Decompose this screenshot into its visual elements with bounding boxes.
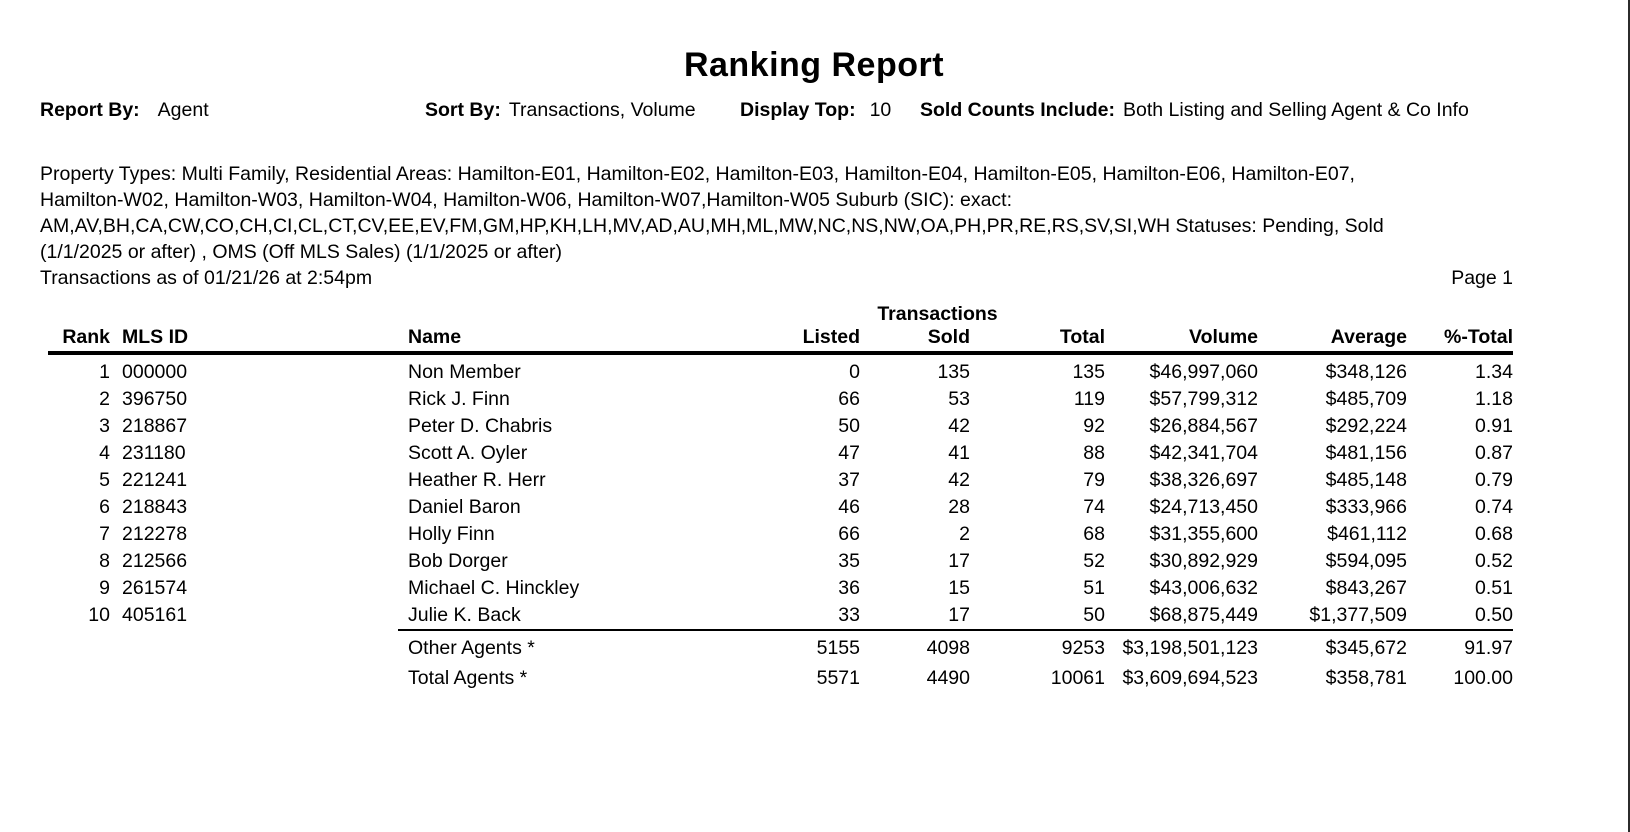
- cell-mls-id: 212566: [122, 550, 188, 572]
- cell-volume: $46,997,060: [1149, 361, 1258, 383]
- page-number: Page 1: [1451, 267, 1513, 289]
- as-of-row: [40, 265, 1513, 291]
- cell-total: 68: [1083, 523, 1105, 545]
- report-criteria-line: Hamilton-W02, Hamilton-W03, Hamilton-W04, Hamilton-W06, Hamilton-W07,Hamilton-W05 Suburb (SIC): exact:: [40, 189, 1013, 211]
- cell-total: 51: [1083, 577, 1105, 599]
- cell-rank: [48, 633, 110, 663]
- cell-sold: 17: [948, 550, 970, 572]
- cell-pct-total: 1.18: [1475, 388, 1513, 410]
- report-criteria: [40, 161, 1588, 265]
- sold-counts-label: Sold Counts Include:: [920, 99, 1115, 121]
- cell-volume: $3,609,694,523: [1122, 667, 1258, 689]
- cell-sold: 17: [948, 604, 970, 626]
- cell-total: 92: [1083, 415, 1105, 437]
- cell-volume: $31,355,600: [1149, 523, 1258, 545]
- cell-pct-total: 100.00: [1453, 667, 1513, 689]
- table-row: [48, 440, 1513, 467]
- cell-mls-id: 000000: [122, 361, 188, 383]
- as-of-text: Transactions as of 01/21/26 at 2:54pm: [40, 267, 373, 289]
- cell-total: 52: [1083, 550, 1105, 572]
- cell-sold: 4490: [926, 667, 970, 689]
- cell-mls-id: 261574: [122, 577, 188, 599]
- cell-pct-total: 0.79: [1475, 469, 1513, 491]
- cell-mls-id: 231180: [122, 442, 186, 464]
- cell-listed: 50: [838, 415, 860, 437]
- cell-average: $1,377,509: [1309, 604, 1407, 626]
- cell-mls-id: [110, 663, 408, 693]
- cell-sold: 135: [937, 361, 970, 383]
- cell-rank: 6: [99, 496, 110, 518]
- cell-total: 74: [1083, 496, 1105, 518]
- cell-listed: 33: [838, 604, 860, 626]
- ranking-table-summary: [48, 631, 1513, 693]
- cell-pct-total: 0.68: [1475, 523, 1513, 545]
- table-row: [48, 521, 1513, 548]
- cell-name: Daniel Baron: [408, 496, 521, 518]
- cell-pct-total: 1.34: [1475, 361, 1513, 383]
- cell-average: $485,148: [1325, 469, 1407, 491]
- cell-rank: 4: [99, 442, 110, 464]
- cell-listed: 36: [838, 577, 860, 599]
- cell-pct-total: 0.91: [1475, 415, 1513, 437]
- cell-name: Peter D. Chabris: [408, 415, 553, 437]
- cell-listed: 37: [838, 469, 860, 491]
- cell-total: 50: [1083, 604, 1105, 626]
- cell-sold: 4098: [926, 637, 970, 659]
- cell-volume: $30,892,929: [1149, 550, 1258, 572]
- cell-volume: $42,341,704: [1149, 442, 1258, 464]
- sort-by-label: Sort By:: [425, 99, 501, 121]
- cell-volume: $24,713,450: [1149, 496, 1258, 518]
- cell-mls-id: [110, 633, 408, 663]
- cell-mls-id: 405161: [122, 604, 188, 626]
- cell-name: Heather R. Herr: [408, 469, 546, 491]
- display-top: [740, 99, 891, 122]
- cell-rank: 2: [99, 388, 110, 410]
- cell-total: 135: [1072, 361, 1105, 383]
- cell-sold: 41: [948, 442, 970, 464]
- cell-name: Non Member: [408, 361, 521, 383]
- ranking-table: [48, 303, 1513, 693]
- table-row: [48, 602, 1513, 629]
- cell-average: $345,672: [1325, 637, 1407, 659]
- summary-row: [48, 633, 1513, 663]
- cell-listed: 66: [838, 523, 860, 545]
- cell-name: Michael C. Hinckley: [408, 577, 580, 599]
- cell-listed: 5155: [816, 637, 860, 659]
- column-header-listed: Listed: [802, 326, 860, 348]
- cell-name: Other Agents *: [408, 637, 535, 659]
- column-header-average: Average: [1330, 326, 1407, 348]
- cell-total: 88: [1083, 442, 1105, 464]
- display-top-label: Display Top:: [740, 99, 856, 121]
- cell-name: Bob Dorger: [408, 550, 508, 572]
- cell-name: Total Agents *: [408, 667, 528, 689]
- sold-counts-include: [920, 99, 1469, 122]
- cell-sold: 15: [948, 577, 970, 599]
- cell-listed: 0: [849, 361, 860, 383]
- cell-listed: 47: [838, 442, 860, 464]
- sort-by: [425, 99, 696, 122]
- cell-rank: 5: [99, 469, 110, 491]
- cell-average: $348,126: [1325, 361, 1407, 383]
- column-header-rank: Rank: [62, 326, 110, 348]
- cell-listed: 35: [838, 550, 860, 572]
- cell-mls-id: 218843: [122, 496, 188, 518]
- ranking-table-body: [48, 355, 1513, 629]
- column-header-total: Total: [1059, 326, 1105, 348]
- cell-name: Rick J. Finn: [408, 388, 510, 410]
- cell-rank: 10: [88, 604, 110, 626]
- report-by: [40, 99, 209, 122]
- cell-total: 10061: [1050, 667, 1105, 689]
- table-group-header-row: [48, 303, 1513, 325]
- table-row: [48, 359, 1513, 386]
- cell-volume: $57,799,312: [1149, 388, 1258, 410]
- table-row: [48, 386, 1513, 413]
- report-criteria-line: Property Types: Multi Family, Residential Areas: Hamilton-E01, Hamilton-E02, Hamilton-E03, Hamilton-E04, Hamilton-E05, Hamilton-E06, Hamilton-E07,: [40, 163, 1355, 185]
- cell-name: Julie K. Back: [408, 604, 521, 626]
- cell-total: 9253: [1061, 637, 1105, 659]
- cell-rank: 1: [99, 361, 110, 383]
- report-criteria-line: AM,AV,BH,CA,CW,CO,CH,CI,CL,CT,CV,EE,EV,FM,GM,HP,KH,LH,MV,AD,AU,MH,ML,MW,NC,NS,NW,OA,PH,PR,RE,RS,SV,SI,WH Statuses: Pending, Sold: [40, 215, 1384, 237]
- cell-average: $461,112: [1327, 523, 1407, 545]
- cell-pct-total: 91.97: [1464, 637, 1513, 659]
- cell-average: $843,267: [1325, 577, 1407, 599]
- table-row: [48, 548, 1513, 575]
- cell-mls-id: 218867: [122, 415, 188, 437]
- report-meta: [0, 99, 1628, 125]
- cell-sold: 42: [948, 469, 970, 491]
- table-row: [48, 494, 1513, 521]
- cell-pct-total: 0.51: [1475, 577, 1513, 599]
- cell-listed: 5571: [816, 667, 860, 689]
- column-header-sold: Sold: [927, 326, 970, 348]
- cell-sold: 53: [948, 388, 970, 410]
- report-by-label: Report By:: [40, 99, 140, 121]
- cell-average: $358,781: [1325, 667, 1407, 689]
- cell-total: 79: [1083, 469, 1105, 491]
- cell-listed: 46: [838, 496, 860, 518]
- cell-pct-total: 0.50: [1475, 604, 1513, 626]
- cell-rank: 9: [99, 577, 110, 599]
- display-top-value: 10: [869, 99, 892, 121]
- report-criteria-line: (1/1/2025 or after) , OMS (Off MLS Sales) (1/1/2025 or after): [40, 241, 563, 263]
- transactions-group-header: Transactions: [877, 303, 998, 325]
- table-row: [48, 575, 1513, 602]
- sold-counts-value: Both Listing and Selling Agent & Co Info: [1123, 99, 1469, 121]
- column-header-volume: Volume: [1189, 326, 1258, 348]
- page-title: Ranking Report: [683, 46, 945, 84]
- table-header-row: [48, 325, 1513, 355]
- cell-rank: 8: [99, 550, 110, 572]
- cell-rank: 7: [99, 523, 110, 545]
- cell-mls-id: 396750: [122, 388, 188, 410]
- report-by-value: Agent: [157, 99, 209, 121]
- table-row: [48, 413, 1513, 440]
- cell-mls-id: 212278: [122, 523, 188, 545]
- table-row: [48, 467, 1513, 494]
- cell-sold: 2: [959, 523, 970, 545]
- cell-name: Scott A. Oyler: [408, 442, 528, 464]
- cell-total: 119: [1073, 388, 1105, 410]
- cell-average: $481,156: [1325, 442, 1407, 464]
- cell-sold: 42: [948, 415, 970, 437]
- cell-average: $292,224: [1325, 415, 1407, 437]
- sort-by-value: Transactions, Volume: [508, 99, 696, 121]
- cell-pct-total: 0.52: [1475, 550, 1513, 572]
- cell-name: Holly Finn: [408, 523, 495, 545]
- column-header-name: Name: [408, 326, 462, 348]
- cell-average: $333,966: [1325, 496, 1407, 518]
- summary-row: [48, 663, 1513, 693]
- cell-mls-id: 221241: [122, 469, 188, 491]
- cell-average: $485,709: [1325, 388, 1407, 410]
- column-header-pct-total: %-Total: [1444, 326, 1513, 348]
- cell-average: $594,095: [1325, 550, 1407, 572]
- cell-sold: 28: [948, 496, 970, 518]
- cell-listed: 66: [838, 388, 860, 410]
- cell-volume: $38,326,697: [1149, 469, 1258, 491]
- cell-rank: [48, 663, 110, 693]
- cell-volume: $3,198,501,123: [1122, 637, 1258, 659]
- cell-rank: 3: [99, 415, 110, 437]
- column-header-mls-id: MLS ID: [122, 326, 189, 348]
- cell-volume: $26,884,567: [1149, 415, 1258, 437]
- cell-pct-total: 0.87: [1475, 442, 1513, 464]
- cell-pct-total: 0.74: [1475, 496, 1513, 518]
- cell-volume: $68,875,449: [1149, 604, 1258, 626]
- cell-volume: $43,006,632: [1149, 577, 1258, 599]
